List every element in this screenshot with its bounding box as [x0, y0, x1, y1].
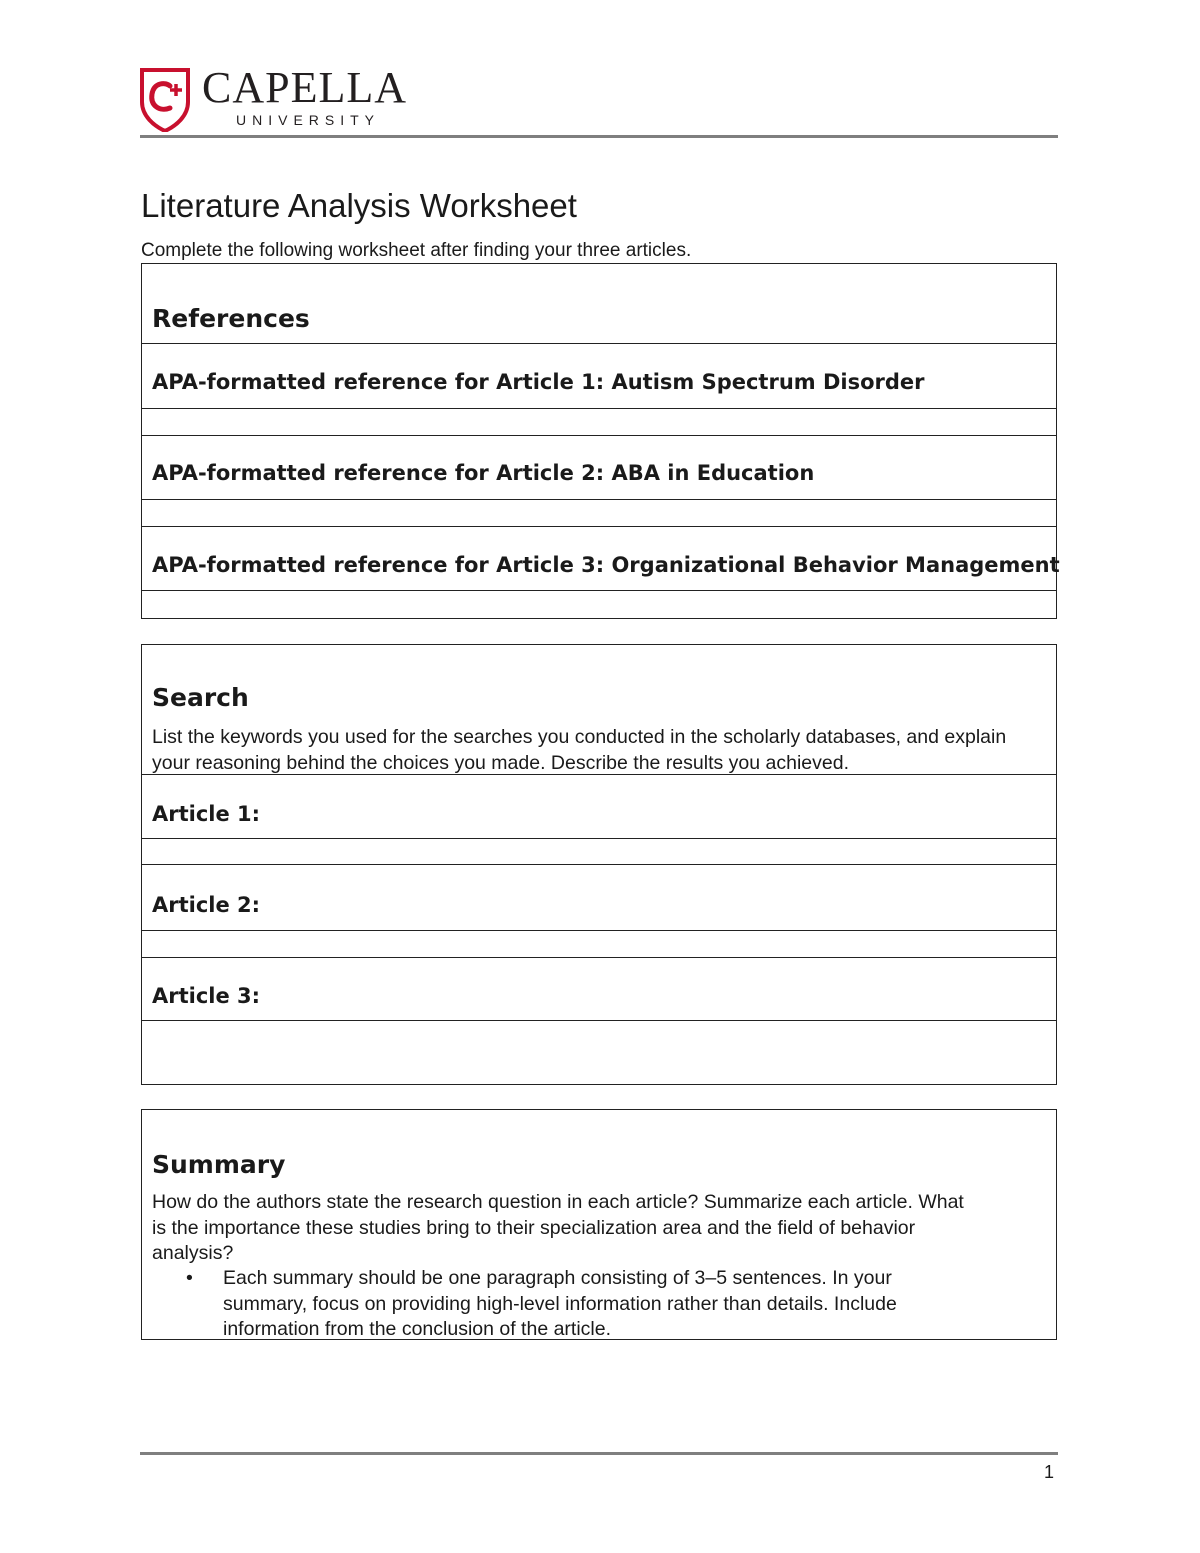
reference-label-1: APA-formatted reference for Article 1: Autism Spectrum Disorder — [152, 370, 925, 394]
summary-bullet-item — [152, 1266, 976, 1343]
search-row-1 — [142, 774, 1056, 838]
search-row-3 — [142, 957, 1056, 1021]
reference-row-3 — [142, 526, 1060, 590]
search-heading: Search — [152, 683, 249, 712]
footer-divider — [140, 1452, 1058, 1455]
reference-row-1 — [142, 343, 1056, 408]
page-title: Literature Analysis Worksheet — [141, 187, 577, 224]
search-label-1: Article 1: — [152, 802, 261, 826]
summary-table — [141, 1109, 1057, 1340]
summary-bullet-text: Each summary should be one paragraph consisting of 3–5 sentences. In your summary, focus on providing high-level information rather than details. Include information from the conclusion of the article. — [223, 1267, 897, 1340]
reference-label-3: APA-formatted reference for Article 3: Organizational Behavior Management — [152, 553, 1060, 577]
references-table — [141, 263, 1060, 619]
page-number: 1 — [1044, 1462, 1055, 1482]
summary-heading: Summary — [152, 1150, 286, 1179]
search-label-2: Article 2: — [152, 893, 261, 917]
logo-wordmark: CAPELLA — [202, 63, 407, 112]
search-row-2 — [142, 864, 1056, 930]
references-heading: References — [152, 304, 310, 333]
capella-logo — [140, 63, 430, 134]
summary-description: How do the authors state the research question in each article? Summarize each article. What is the importance these studies bring to their specialization area and the field of behavior analysis? — [152, 1191, 964, 1264]
search-answer-1[interactable] — [142, 838, 1056, 865]
reference-label-2: APA-formatted reference for Article 2: ABA in Education — [152, 461, 815, 485]
header-divider — [140, 135, 1058, 138]
search-answer-2[interactable] — [142, 930, 1056, 958]
reference-row-2 — [142, 435, 1056, 499]
reference-answer-2[interactable] — [142, 499, 1056, 527]
logo-subtitle: UNIVERSITY — [236, 112, 381, 128]
search-table — [141, 644, 1057, 1085]
search-description: List the keywords you used for the searches you conducted in the scholarly databases, and explain your reasoning behind the choices you made. Describe the results you achieved. — [152, 726, 1007, 774]
search-answer-3[interactable] — [142, 1020, 1056, 1084]
bullet-icon: • — [186, 1267, 193, 1289]
search-label-3: Article 3: — [152, 984, 261, 1008]
reference-answer-1[interactable] — [142, 408, 1056, 436]
shield-logo-icon — [140, 68, 190, 132]
intro-text: Complete the following worksheet after finding your three articles. — [141, 240, 692, 261]
reference-answer-3[interactable] — [142, 590, 1056, 618]
